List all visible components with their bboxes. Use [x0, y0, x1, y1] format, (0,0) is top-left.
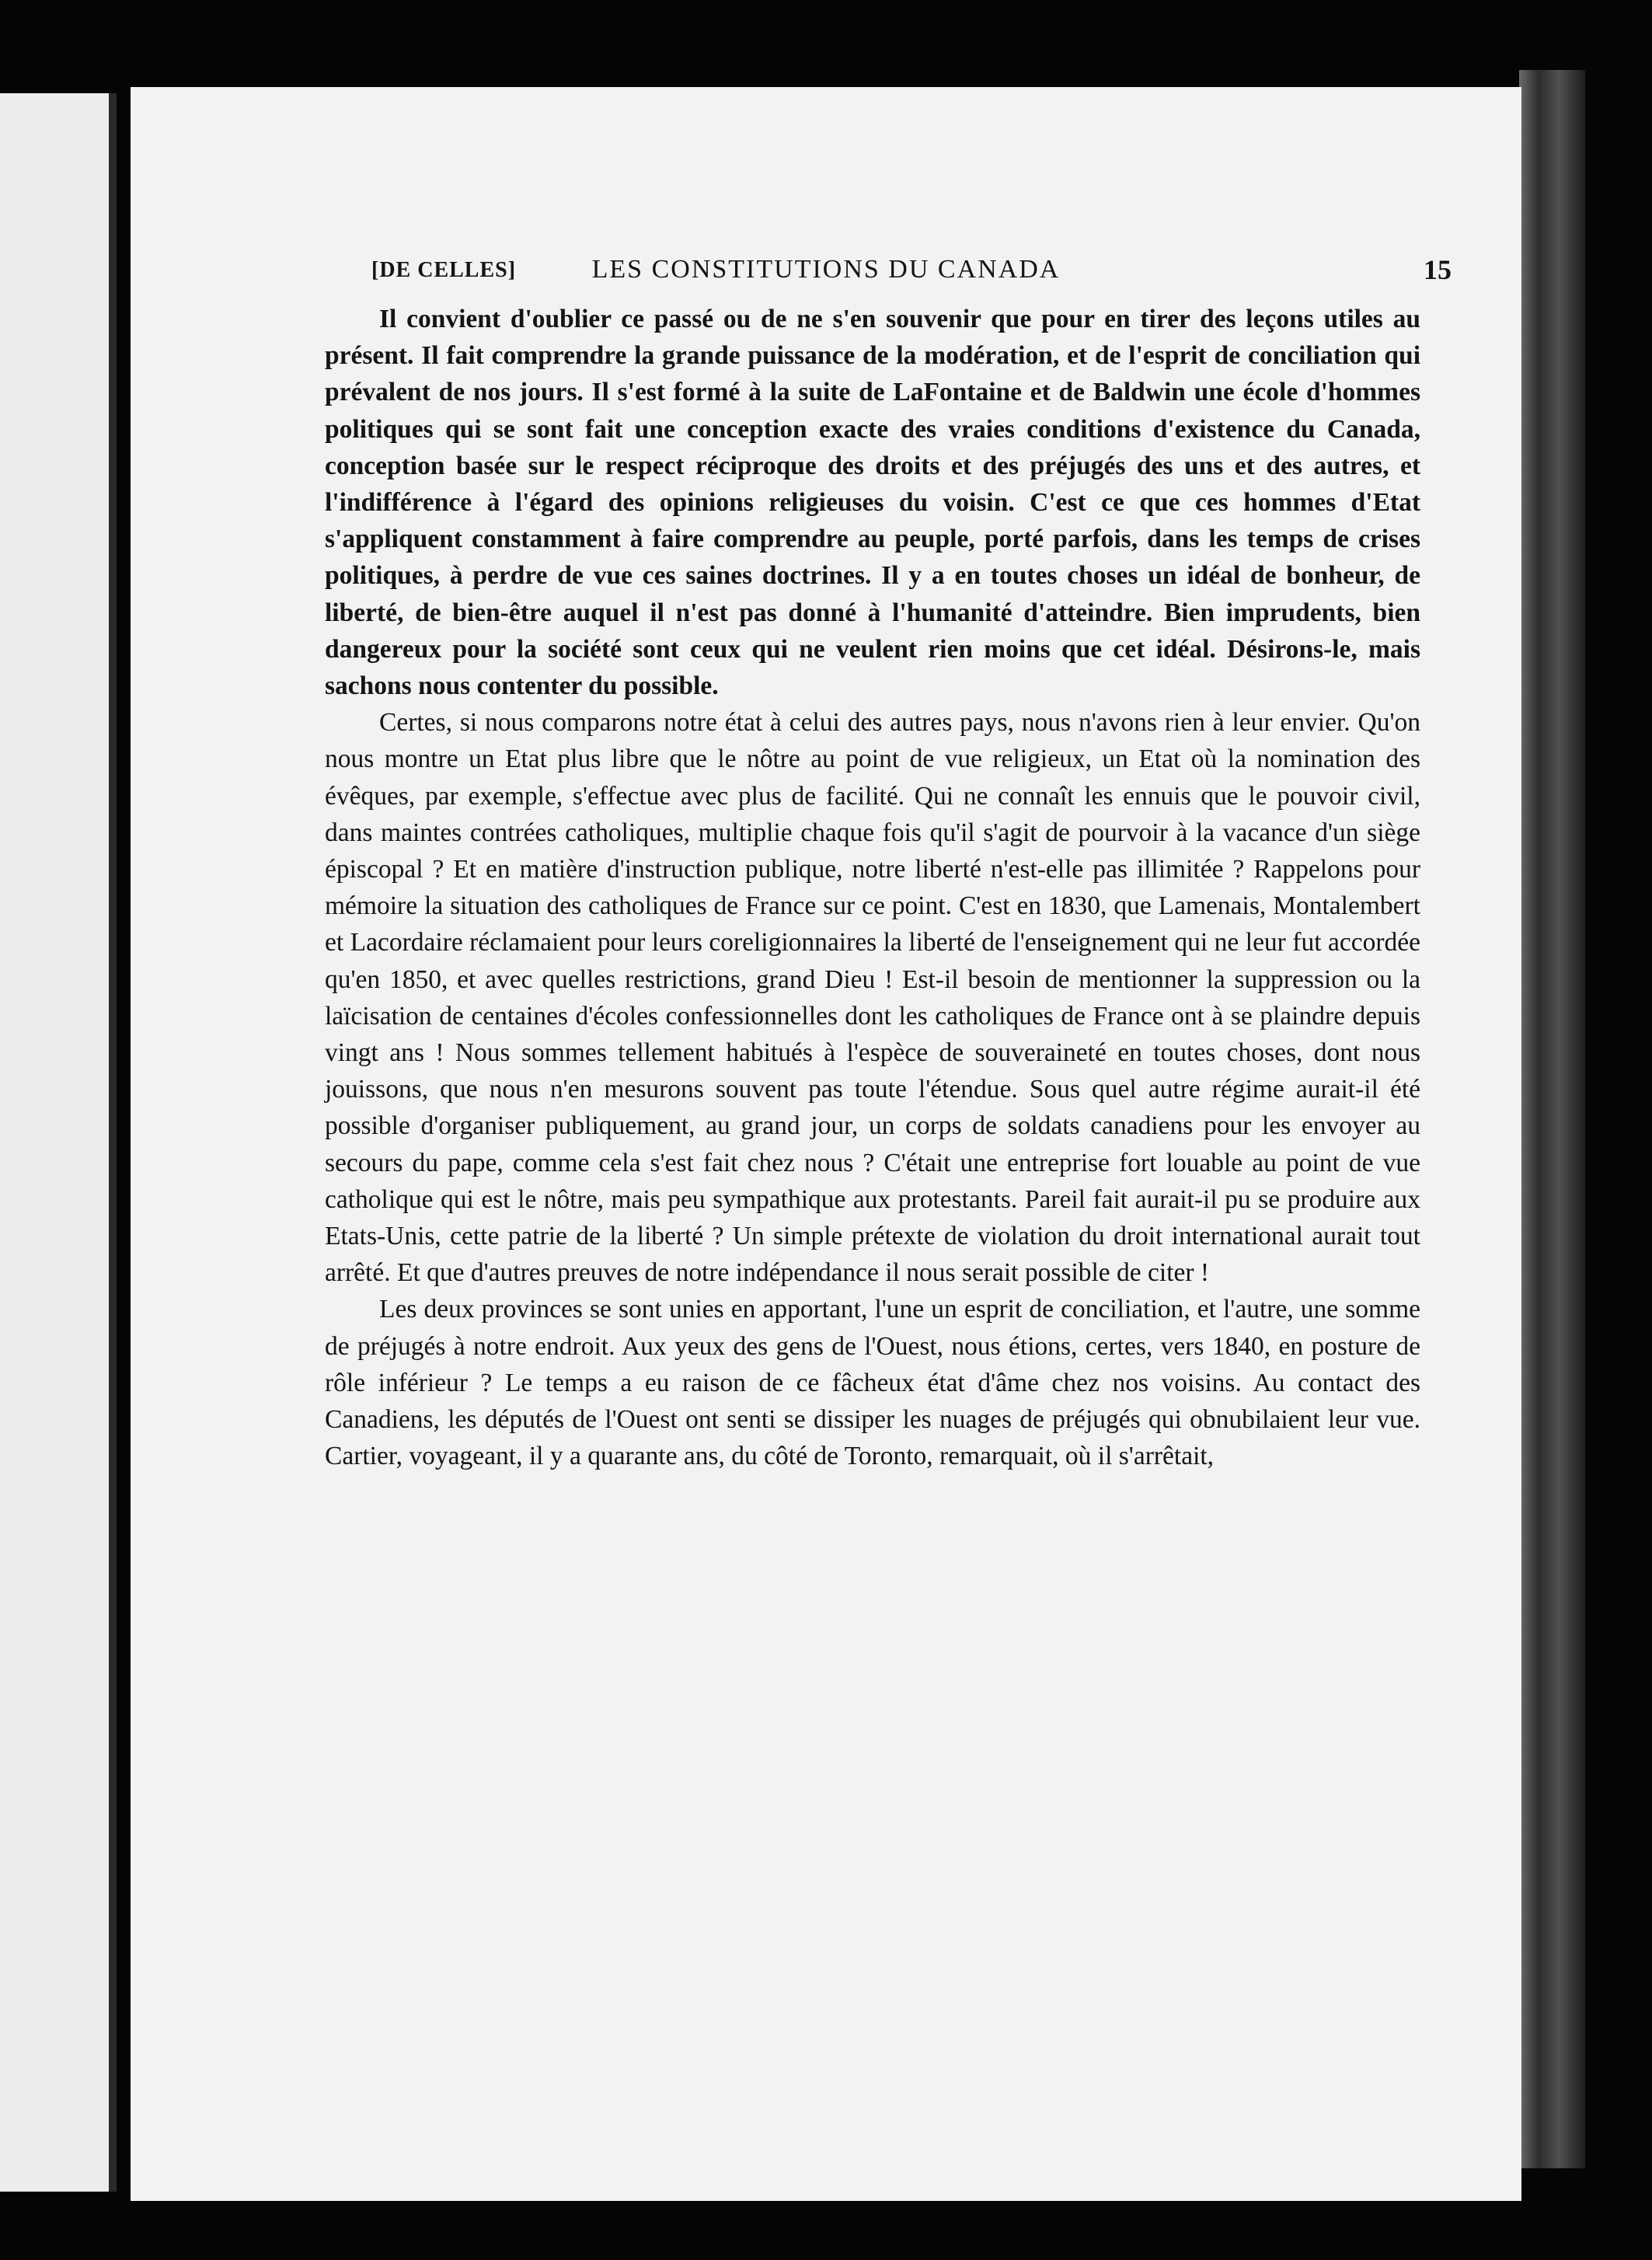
paragraph-3: Les deux provinces se sont unies en apportant, l'une un esprit de conciliation, et l'autre, une somme de préjugés à notre endroit. Aux yeux des gens de l'Ouest, nous étions, certes, vers 1840, en posture de rôle inférieur ? Le temps a eu raison de ce fâcheux état d'âme chez nos voisins. Au contact des Canadiens, les députés de l'Ouest ont senti se dissiper les nuages de préjugés qui obnubilaient leur vue. Cartier, voyageant, il y a quarante ans, du côté de Toronto, remarquait, où il s'arrêtait, [325, 1295, 1420, 1471]
book-binding-edge [1519, 70, 1585, 2168]
paragraph-1: Il convient d'oublier ce passé ou de ne s'en souvenir que pour en tirer des leçons utiles au présent. Il fait comprendre la grande puissance de la modération, et de l'esprit de conciliation qui prévalent de nos jours. Il s'est formé à la suite de LaFontaine et de Baldwin une école d'hommes politiques qui se sont fait une conception exacte des vraies conditions d'existence du Canada, conception basée sur le respect réciproque des droits et des préjugés des uns et des autres, et l'indifférence à l'égard des opinions religieuses du voisin. C'est ce que ces hommes d'Etat s'appliquent constamment à faire comprendre au peuple, porté parfois, dans les temps de crises politiques, à perdre de vue ces saines doctrines. Il y a en toutes choses un idéal de bonheur, de liberté, de bien-être auquel il n'est pas donné à l'humanité d'atteindre. Bien imprudents, bien dangereux pour la société sont ceux qui ne veulent rien moins que cet idéal. Désirons-le, mais sachons nous contenter du possible. [325, 305, 1420, 701]
running-header [131, 250, 1521, 297]
book-page [131, 87, 1521, 2201]
body-text [325, 301, 1420, 1475]
paragraph-2: Certes, si nous comparons notre état à celui des autres pays, nous n'avons rien à leur envier. Qu'on nous montre un Etat plus libre que le nôtre au point de vue religieux, un Etat où la nomination des évêques, par exemple, s'effectue avec plus de facilité. Qui ne connaît les ennuis que le pouvoir civil, dans maintes contrées catholiques, multiplie chaque fois qu'il s'agit de pourvoir à la vacance d'un siège épiscopal ? Et en matière d'instruction publique, notre liberté n'est-elle pas illimitée ? Rappelons pour mémoire la situation des catholiques de France sur ce point. C'est en 1830, que Lamenais, Montalembert et Lacordaire réclamaient pour leurs coreligionnaires la liberté de l'enseignement qui ne leur fut accordée qu'en 1850, et avec quelles restrictions, grand Dieu ! Est-il besoin de mentionner la suppression ou la laïcisation de centaines d'écoles confessionnelles dont les catholiques de France ont à se plaindre depuis vingt ans ! Nous sommes tellement habitués à l'espèce de souveraineté en toutes choses, dont nous jouissons, que nous n'en mesurons souvent pas toute l'étendue. Sous quel autre régime aurait-il été possible d'organiser publiquement, au grand jour, un corps de soldats canadiens pour les envoyer au secours du pape, comme cela s'est fait chez nous ? C'était une entreprise fort louable au point de vue catholique qui est le nôtre, mais peu sympathique aux protestants. Pareil fait aurait-il pu se produire aux Etats-Unis, cette patrie de la liberté ? Un simple prétexte de violation du droit international aurait tout arrêté. Et que d'autres preuves de notre indépendance il nous serait possible de citer ! [325, 708, 1420, 1288]
gutter-shadow [109, 93, 117, 2192]
page-number: 15 [1424, 254, 1452, 285]
facing-page-edge [0, 93, 117, 2192]
running-head-title: LES CONSTITUTIONS DU CANADA [591, 255, 1061, 284]
running-head-author: [DE CELLES] [371, 258, 517, 282]
